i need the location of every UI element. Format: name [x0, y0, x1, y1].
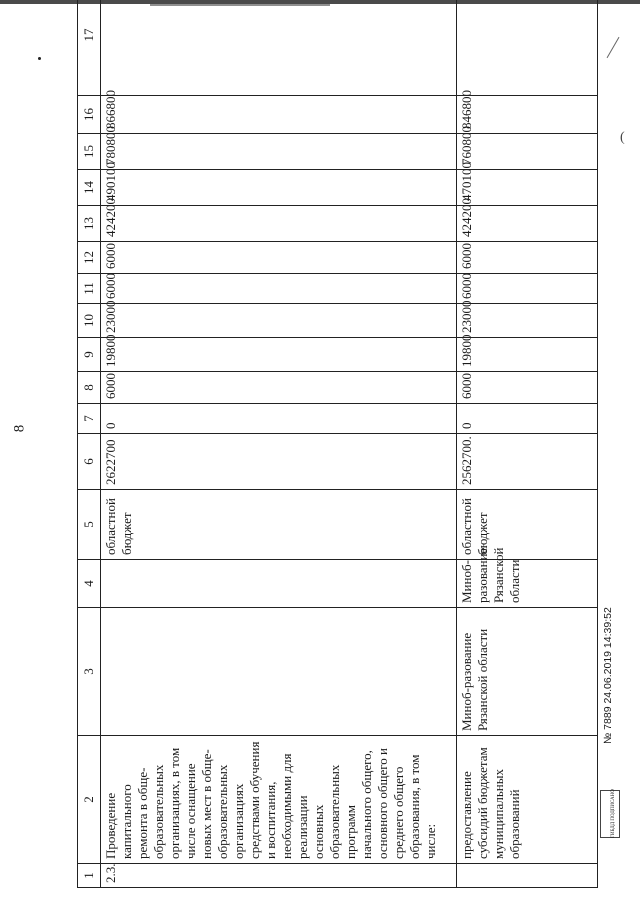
- amount-cell: 23000: [457, 304, 598, 338]
- funding-source-cell: областной бюджет: [457, 490, 598, 560]
- header-cell: 9: [78, 338, 101, 372]
- amount-cell: 6000: [457, 242, 598, 274]
- amount-cell: 19800: [457, 338, 598, 372]
- signature-logo: [600, 790, 620, 838]
- row-index-cell: [457, 864, 598, 888]
- table-row: [101, 0, 457, 888]
- amount-cell: 2562700.: [457, 434, 598, 490]
- header-row: [78, 0, 101, 888]
- amount-cell: 6000: [101, 274, 457, 304]
- amount-cell: 2622700: [101, 434, 457, 490]
- program-table: [77, 0, 598, 888]
- executor-cell: Миноб-разование Рязанской области: [457, 608, 598, 736]
- row-index-cell: 2.3.: [101, 864, 457, 888]
- amount-cell: 780800: [101, 134, 457, 170]
- result-cell: [101, 0, 457, 96]
- header-cell: 17: [78, 0, 101, 96]
- amount-cell: 19800: [101, 338, 457, 372]
- scan-speck: [38, 57, 41, 60]
- event-name-cell: Проведение капитального ремонта в обще-образовательных организациях, в том числе оснащение новых мест в обще-образовательных организациях средствами обучения и воспитания, необходимыми для реализации основных образовательных программ начального общего, основного общего и среднего общего образования, в том числе:: [101, 736, 457, 864]
- amount-cell: 6000: [101, 242, 457, 274]
- result-cell: [457, 0, 598, 96]
- header-cell: 12: [78, 242, 101, 274]
- amount-cell: 23000: [101, 304, 457, 338]
- logo-text: ГИБДД ПОДПИСАНО: [610, 789, 616, 838]
- header-cell: 2: [78, 736, 101, 864]
- table-row: [457, 0, 598, 888]
- header-cell: 14: [78, 170, 101, 206]
- header-cell: 11: [78, 274, 101, 304]
- header-cell: 5: [78, 490, 101, 560]
- page-number: 8: [11, 424, 28, 433]
- amount-cell: 846800: [457, 96, 598, 134]
- amount-cell: 866800: [101, 96, 457, 134]
- coexecutor-cell: Миноб-разование Рязанской области: [457, 560, 598, 608]
- amount-cell: 424200: [101, 206, 457, 242]
- amount-cell: 424200: [457, 206, 598, 242]
- amount-cell: 0: [457, 404, 598, 434]
- executor-cell: [101, 608, 457, 736]
- header-cell: 7: [78, 404, 101, 434]
- header-cell: 4: [78, 560, 101, 608]
- header-cell: 16: [78, 96, 101, 134]
- coexecutor-cell: [101, 560, 457, 608]
- header-cell: 1: [78, 864, 101, 888]
- rotated-table: [77, 28, 598, 888]
- funding-source-cell: областной бюджет: [101, 490, 457, 560]
- amount-cell: 470100: [457, 170, 598, 206]
- amount-cell: 6000: [457, 274, 598, 304]
- header-cell: 3: [78, 608, 101, 736]
- header-cell: 6: [78, 434, 101, 490]
- amount-cell: 760800: [457, 134, 598, 170]
- header-cell: 15: [78, 134, 101, 170]
- amount-cell: 6000: [457, 372, 598, 404]
- event-name-cell: предоставление субсидий бюджетам муниципальных образований: [457, 736, 598, 864]
- header-cell: 10: [78, 304, 101, 338]
- header-cell: 8: [78, 372, 101, 404]
- amount-cell: 6000: [101, 372, 457, 404]
- amount-cell: 490100: [101, 170, 457, 206]
- header-cell: 13: [78, 206, 101, 242]
- document-registration-stamp: № 7889 24.06.2019 14:39:52: [602, 607, 614, 744]
- amount-cell: 0: [101, 404, 457, 434]
- pen-mark: (: [620, 130, 625, 145]
